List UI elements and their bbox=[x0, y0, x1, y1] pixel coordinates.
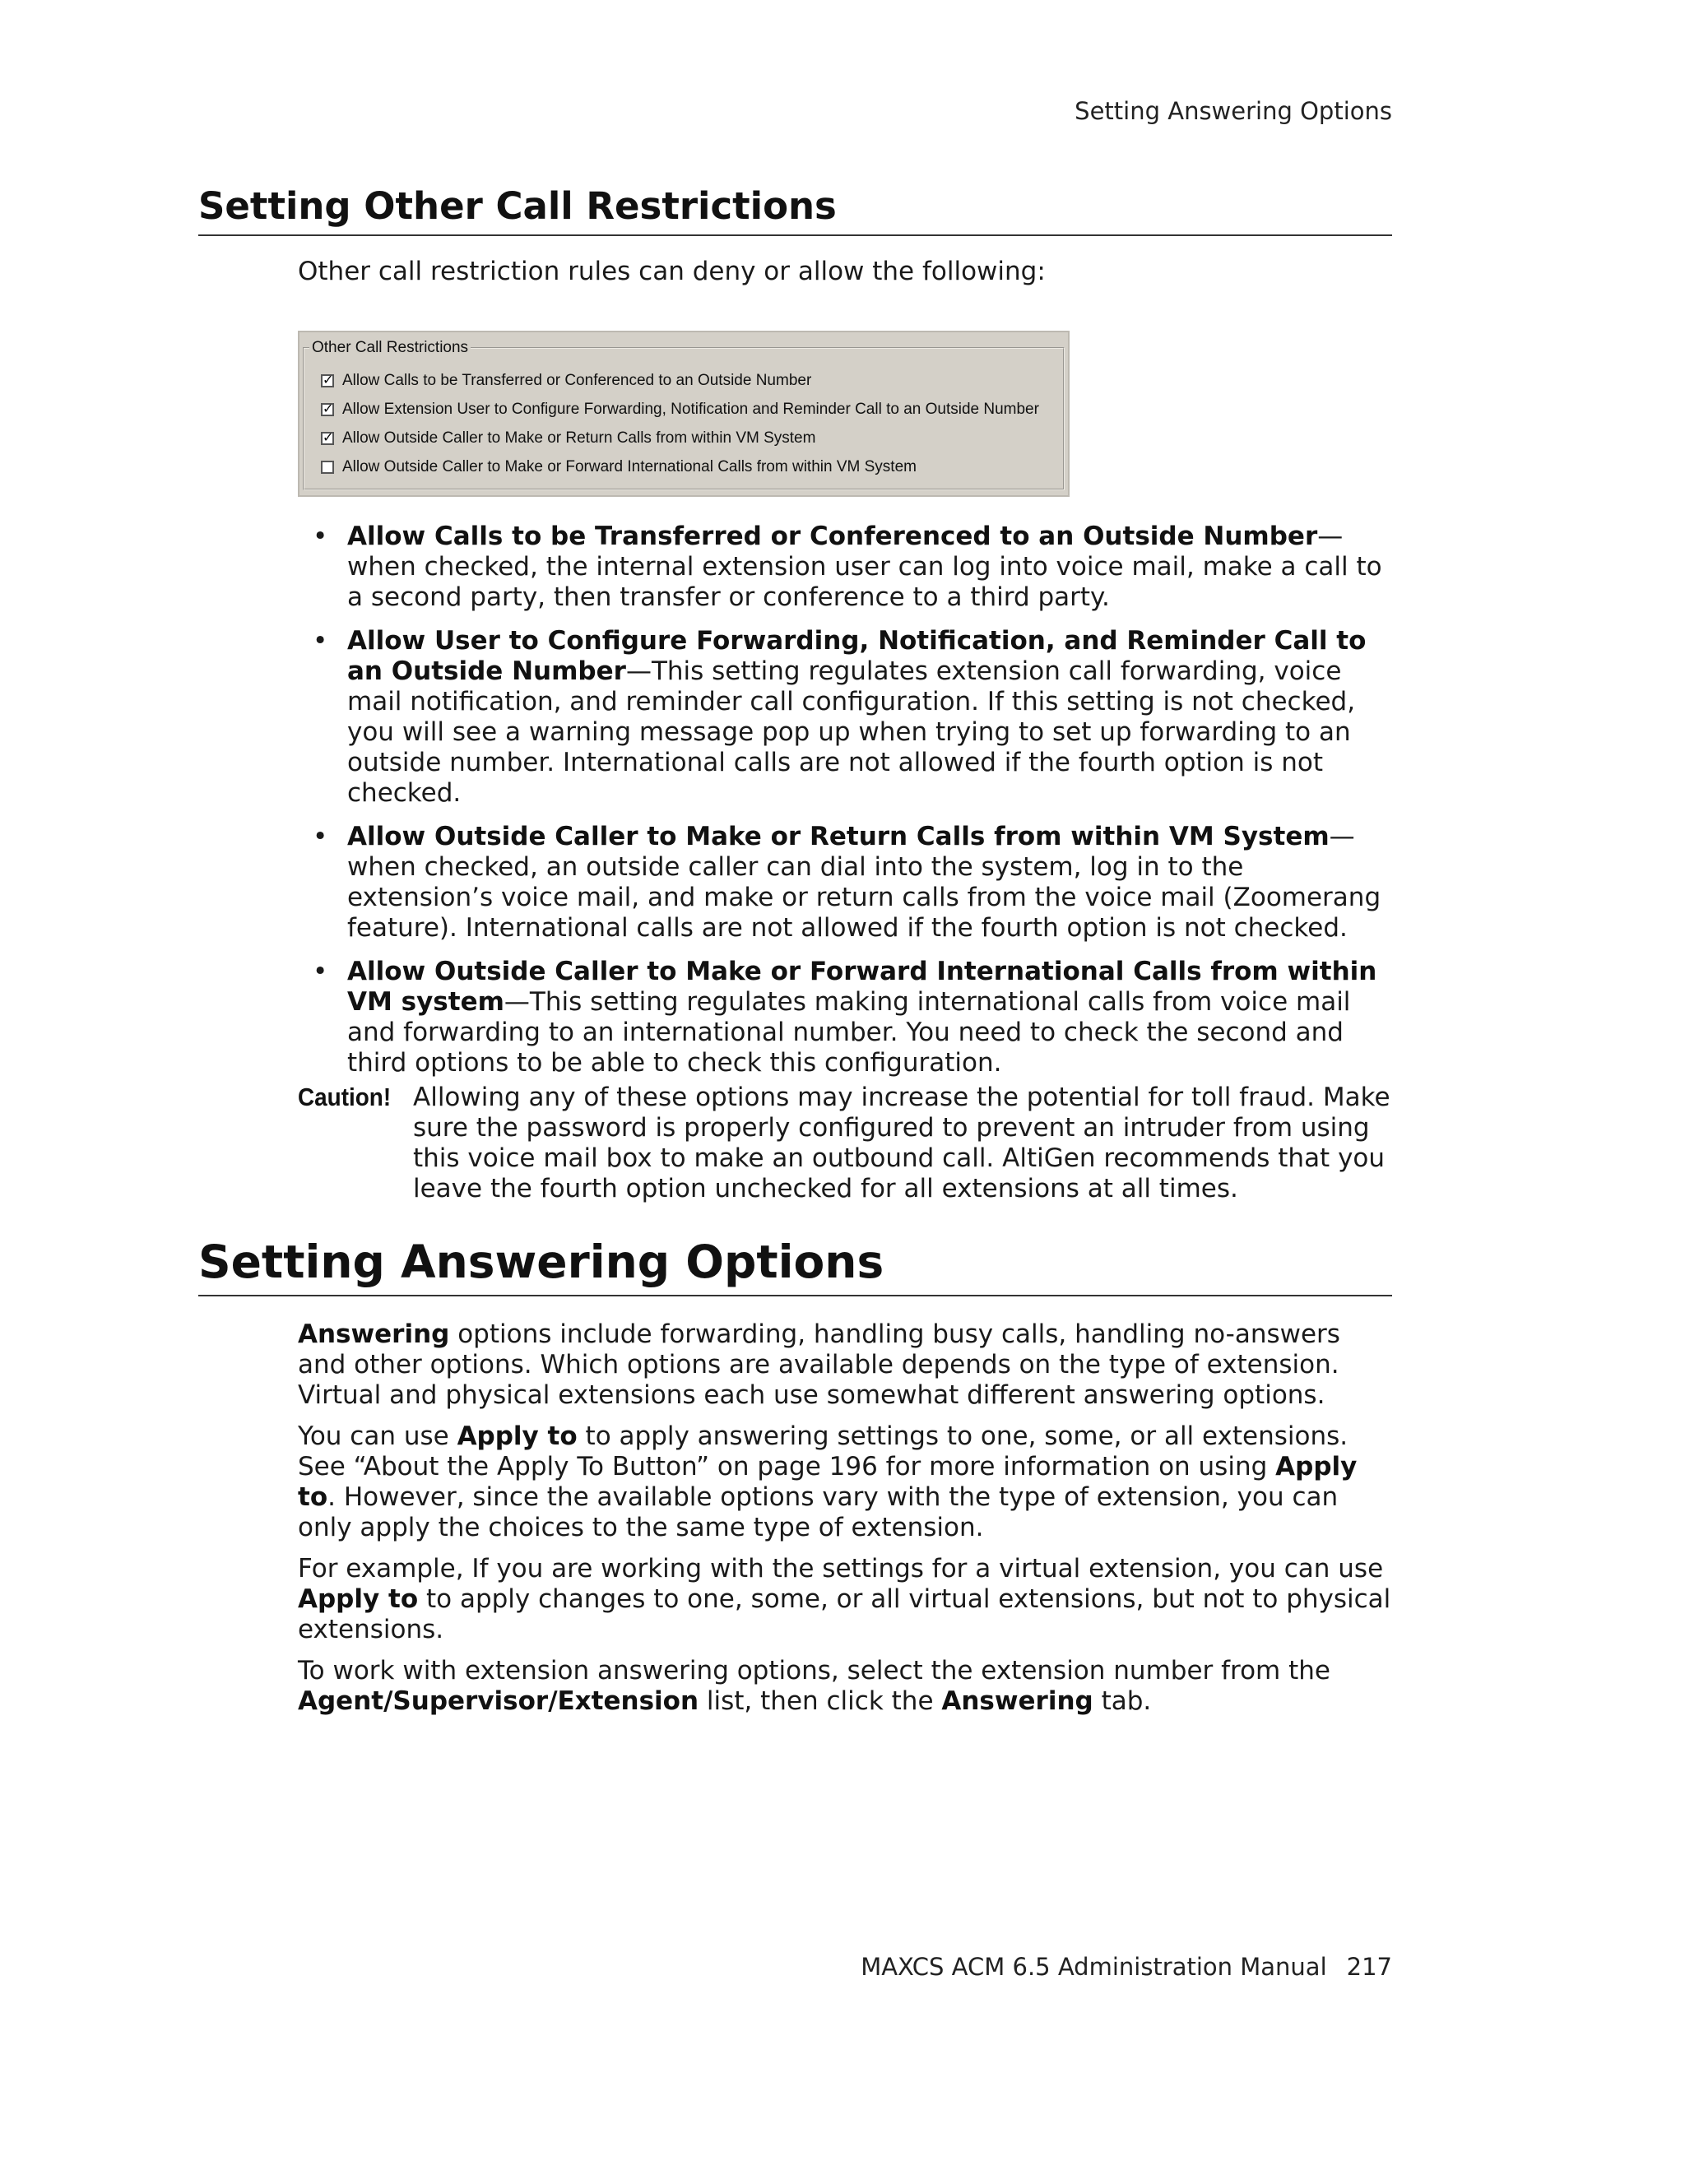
option-name: Allow Outside Caller to Make or Forward International Calls from within VM system bbox=[347, 957, 1377, 1017]
paragraph-text: tab. bbox=[1093, 1686, 1152, 1716]
option-label-1: Allow Calls to be Transferred or Conferenced to an Outside Number bbox=[342, 372, 812, 389]
option-row-4[interactable] bbox=[321, 458, 917, 476]
intro-paragraph bbox=[298, 257, 1392, 298]
other-call-restrictions-screenshot bbox=[298, 331, 1070, 497]
term-apply-to: Apply to bbox=[298, 1452, 1358, 1512]
page-number: 217 bbox=[1346, 1953, 1392, 1981]
option-description: —This setting regulates making international calls from voice mail and forwarding to an international number. You need to check the second and third options to be able to check this configuration. bbox=[347, 987, 1351, 1078]
term-agent-supervisor-extension: Agent/Supervisor/Extension bbox=[298, 1686, 699, 1716]
paragraph-text: . However, since the available options vary with the type of extension, you can only apply the choices to the same type of extension. bbox=[298, 1482, 1339, 1542]
section-title-answering-options: Setting Answering Options bbox=[198, 1236, 1392, 1296]
term-answering: Answering bbox=[298, 1319, 450, 1349]
option-name: Allow Outside Caller to Make or Return Calls from within VM System bbox=[347, 822, 1330, 851]
paragraph-text: to apply changes to one, some, or all virtual extensions, but not to physical extensions. bbox=[298, 1584, 1391, 1644]
paragraph-example bbox=[298, 1554, 1392, 1645]
section-title-other-call-restrictions: Setting Other Call Restrictions bbox=[198, 184, 1392, 236]
paragraph-instructions bbox=[298, 1656, 1392, 1717]
paragraph-text: list, then click the bbox=[699, 1686, 942, 1716]
option-label-2: Allow Extension User to Configure Forwarding, Notification and Reminder Call to an Outside Number bbox=[342, 401, 1039, 418]
caution-label: Caution! bbox=[298, 1083, 392, 1111]
option-name: Allow User to Configure Forwarding, Notification, and Reminder Call to an Outside Number bbox=[347, 626, 1367, 686]
list-item: • Allow Outside Caller to Make or Return Calls from within VM System—when checked, an outside caller can dial into the system, log in to the extension’s voice mail, and make or return calls from the voice mail (Zoomerang feature). International calls are not allowed if the fourth option is not checked. bbox=[313, 822, 1381, 943]
checkbox-2[interactable]: ✓ bbox=[323, 402, 334, 416]
option-label-3: Allow Outside Caller to Make or Return Calls from within VM System bbox=[342, 429, 816, 447]
list-item: • Allow Outside Caller to Make or Forward International Calls from within VM system—This setting regulates making international calls from voice mail and forwarding to an international number. You need to check the second and third options to be able to check this configuration. bbox=[313, 957, 1377, 1078]
list-item: • Allow User to Configure Forwarding, Notification, and Reminder Call to an Outside Number—This setting regulates extension call forwarding, voice mail notification, and reminder call configuration. If this setting is not checked, you will see a warning message pop up when trying to set up forwarding to an outside number. International calls are not allowed if the fourth option is not checked. bbox=[313, 626, 1367, 808]
paragraph-text: to apply answering settings to one, some, or all extensions. See “About the Apply To Button” on page 196 for more information on using bbox=[298, 1421, 1348, 1482]
manual-title: MAXCS ACM 6.5 Administration Manual bbox=[861, 1953, 1327, 1981]
term-apply-to: Apply to bbox=[457, 1421, 578, 1451]
term-apply-to: Apply to bbox=[298, 1584, 419, 1614]
option-description: —when checked, the internal extension user can log into voice mail, make a call to a second party, then transfer or conference to a third party. bbox=[347, 522, 1382, 612]
page-footer bbox=[861, 1953, 1392, 1981]
group-label: Other Call Restrictions bbox=[312, 339, 469, 356]
checkbox-1[interactable]: ✓ bbox=[323, 373, 334, 387]
paragraph-apply-to bbox=[298, 1421, 1392, 1543]
caution-text: Allowing any of these options may increase the potential for toll fraud. Make sure the password is properly configured to prevent an intruder from using this voice mail box to make an outbound call. AltiGen recommends that you leave the fourth option unchecked for all extensions at all times. bbox=[413, 1083, 1390, 1203]
term-answering-tab: Answering bbox=[941, 1686, 1093, 1716]
paragraph-answering-intro bbox=[298, 1319, 1392, 1411]
answering-options-body bbox=[298, 1319, 1392, 1727]
option-row-2[interactable] bbox=[321, 401, 1039, 419]
checkbox-4[interactable] bbox=[321, 461, 334, 474]
list-item: • Allow Calls to be Transferred or Conferenced to an Outside Number—when checked, the internal extension user can log into voice mail, make a call to a second party, then transfer or conference to a third party. bbox=[313, 522, 1382, 612]
intro-text: Other call restriction rules can deny or allow the following: bbox=[298, 257, 1046, 286]
option-row-1[interactable] bbox=[321, 372, 811, 390]
paragraph-text: You can use bbox=[298, 1421, 457, 1451]
option-description: —when checked, an outside caller can dial into the system, log in to the extension’s voice mail, and make or return calls from the voice mail (Zoomerang feature). International calls are not allowed if the fourth option is not checked. bbox=[347, 822, 1381, 943]
paragraph-text: To work with extension answering options, select the extension number from the bbox=[298, 1656, 1330, 1686]
checkbox-3[interactable]: ✓ bbox=[323, 431, 334, 445]
paragraph-text: options include forwarding, handling busy calls, handling no-answers and other options. Which options are available depends on the type of extension. Virtual and physical extensions each use somewhat different answering options. bbox=[298, 1319, 1340, 1410]
running-header: Setting Answering Options bbox=[1075, 97, 1392, 125]
option-name: Allow Calls to be Transferred or Conferenced to an Outside Number bbox=[347, 522, 1318, 551]
paragraph-text: For example, If you are working with the settings for a virtual extension, you can use bbox=[298, 1554, 1384, 1584]
option-row-3[interactable] bbox=[321, 429, 815, 447]
option-label-4: Allow Outside Caller to Make or Forward International Calls from within VM System bbox=[342, 458, 917, 475]
option-description: —This setting regulates extension call forwarding, voice mail notification, and reminder call configuration. If this setting is not checked, you will see a warning message pop up when trying to set up forwarding to an outside number. International calls are not allowed if the fourth option is not checked. bbox=[347, 656, 1356, 808]
option-descriptions-list bbox=[313, 522, 1392, 1092]
